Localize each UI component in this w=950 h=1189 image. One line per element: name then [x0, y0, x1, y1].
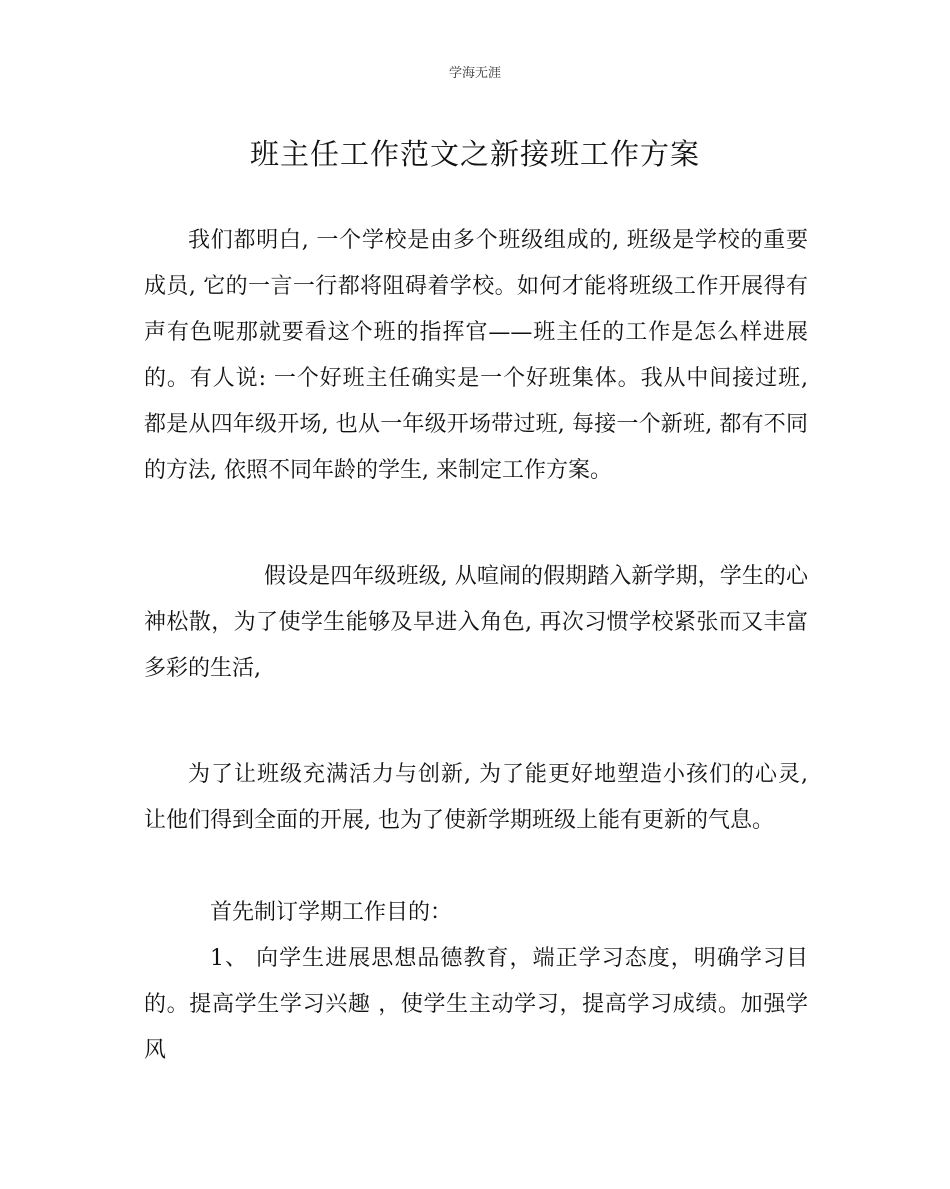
- document-title: 班主任工作范文之新接班工作方案: [249, 137, 700, 171]
- paragraph-intro: 我们都明白, 一个学校是由多个班级组成的, 班级是学校的重要成员, 它的一言一行都将阻碍着学校。如何才能将班级工作开展得有声有色呢那就要看这个班的指挥官——班主任的工作是怎么样进展的。有人说: 一个好班主任确实是一个好班集体。我从中间接过班, 都是从四年级开场, 也从一年级开场带过班, 每接一个新班, 都有不同的方法, 依照不同年龄的学生, 来制定工作方案。: [144, 228, 808, 483]
- paragraph-purpose: 为了让班级充满活力与创新, 为了能更好地塑造小孩们的心灵, 让他们得到全面的开展, 也为了使新学期班级上能有更新的气息。: [144, 762, 808, 833]
- page-header: 学海无涯: [448, 66, 501, 81]
- paragraph-goal-item-1: 1、 向学生进展思想品德教育，端正学习态度，明确学习目的。提高学生学习兴趣 ，使学生主动学习，提高学习成绩。加强学风: [144, 946, 808, 1063]
- document-body: [144, 218, 808, 1074]
- paragraph-grade-four: 假设是四年级班级, 从喧闹的假期踏入新学期，学生的心神松散，为了使学生能够及早进入角色, 再次习惯学校紧张而又丰富多彩的生活,: [144, 564, 808, 681]
- paragraph-gap: [144, 844, 808, 890]
- paragraph-gap: [144, 692, 808, 752]
- paragraph-goal-heading: 首先制订学期工作目的：: [210, 900, 453, 925]
- paragraph-gap: [144, 494, 808, 554]
